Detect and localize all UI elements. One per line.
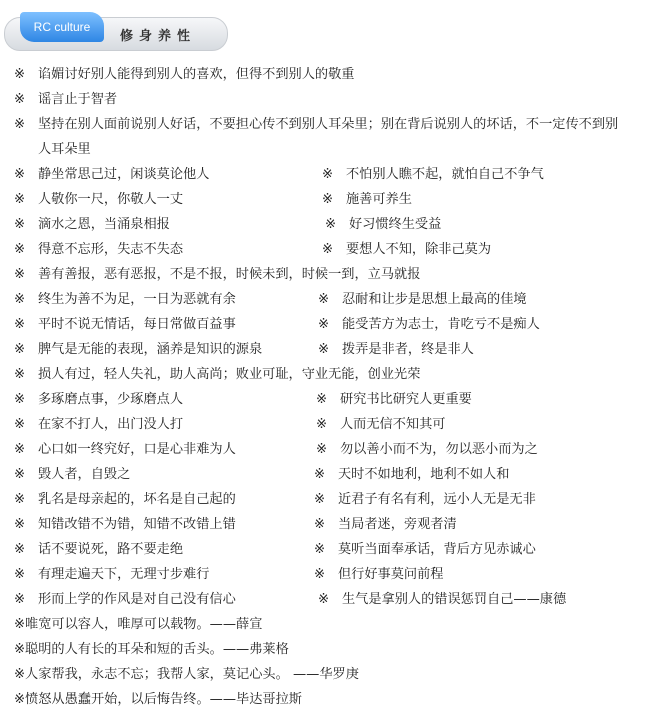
proverb-text-right: 但行好事莫问前程 [338, 567, 444, 582]
reference-mark: ※ [14, 317, 26, 332]
reference-mark: ※ [14, 517, 26, 532]
proverb-text: 损人有过，轻人失礼，助人高尚；败业可耻，守业无能，创业光荣 [38, 367, 421, 382]
proverb-text: 滴水之恩，当涌泉相报 [38, 217, 170, 232]
proverb-text-right: 莫听当面奉承话，背后方见赤诚心 [338, 542, 536, 557]
proverb-text-right: 施善可养生 [346, 192, 412, 207]
quote-text: ※聪明的人有长的耳朵和短的舌头。——弗莱格 [14, 642, 289, 657]
proverb-text-right: 忍耐和让步是思想上最高的佳境 [342, 292, 527, 307]
proverb-row [0, 112, 650, 162]
proverb-row [0, 537, 650, 562]
reference-mark: ※ [14, 292, 26, 307]
proverb-text: 在家不打人，出门没人打 [38, 417, 184, 432]
proverb-text-right: 不怕别人瞧不起，就怕自己不争气 [346, 167, 544, 182]
proverb-row [0, 387, 650, 412]
quote-row [0, 612, 650, 637]
proverb-text-right: 要想人不知，除非己莫为 [346, 242, 492, 257]
quote-row [0, 637, 650, 662]
proverb-text-right: 能受苦方为志士，肯吃亏不是痴人 [342, 317, 540, 332]
proverb-row [0, 87, 650, 112]
reference-mark: ※ [314, 517, 326, 532]
proverb-text-right: 勿以善小而不为，勿以恶小而为之 [340, 442, 538, 457]
reference-mark: ※ [14, 392, 26, 407]
proverb-row [0, 462, 650, 487]
proverb-text-right: 天时不如地利，地利不如人和 [338, 467, 510, 482]
proverb-list [0, 62, 650, 712]
proverb-text-right: 当局者迷，旁观者清 [338, 517, 457, 532]
proverb-text: 谄媚讨好别人能得到别人的喜欢，但得不到别人的敬重 [38, 67, 355, 82]
proverb-text-right: 人而无信不知其可 [340, 417, 446, 432]
reference-mark: ※ [14, 167, 26, 182]
reference-mark: ※ [318, 292, 330, 307]
reference-mark: ※ [14, 542, 26, 557]
proverb-text: 终生为善不为足，一日为恶就有余 [38, 292, 236, 307]
proverb-text: 话不要说死，路不要走绝 [38, 542, 184, 557]
reference-mark: ※ [318, 342, 330, 357]
reference-mark: ※ [14, 367, 26, 382]
reference-mark: ※ [318, 317, 330, 332]
proverb-row [0, 312, 650, 337]
reference-mark: ※ [316, 392, 328, 407]
reference-mark: ※ [325, 217, 337, 232]
proverb-row [0, 62, 650, 87]
reference-mark: ※ [322, 167, 334, 182]
proverb-row [0, 587, 650, 612]
quote-row [0, 687, 650, 712]
proverb-row [0, 162, 650, 187]
proverb-text: 善有善报，恶有恶报，不是不报，时候未到，时候一到，立马就报 [38, 267, 421, 282]
proverb-text: 坚持在别人面前说别人好话，不要担心传不到别人耳朵里；别在背后说别人的坏话，不一定传不到别人耳朵里 [38, 117, 619, 157]
proverb-row [0, 437, 650, 462]
reference-mark: ※ [316, 442, 328, 457]
section-title: 修身养性 [120, 29, 197, 44]
proverb-row [0, 262, 650, 287]
proverb-row [0, 337, 650, 362]
proverb-row [0, 487, 650, 512]
proverb-text: 毁人者，自毁之 [38, 467, 131, 482]
reference-mark: ※ [322, 242, 334, 257]
reference-mark: ※ [14, 442, 26, 457]
proverb-text: 平时不说无情话，每日常做百益事 [38, 317, 236, 332]
proverb-text-right: 生气是拿别人的错误惩罚自己——康德 [342, 592, 567, 607]
proverb-text: 知错改错不为错，知错不改错上错 [38, 517, 236, 532]
reference-mark: ※ [14, 92, 26, 107]
proverb-text: 乳名是母亲起的，坏名是自己起的 [38, 492, 236, 507]
reference-mark: ※ [318, 592, 330, 607]
rc-culture-badge: RC culture [20, 12, 104, 42]
reference-mark: ※ [14, 217, 26, 232]
reference-mark: ※ [14, 417, 26, 432]
proverb-row [0, 187, 650, 212]
reference-mark: ※ [14, 492, 26, 507]
quote-text: ※愤怒从愚蠢开始，以后悔告终。——毕达哥拉斯 [14, 692, 302, 707]
section-header [0, 0, 650, 58]
reference-mark: ※ [14, 592, 26, 607]
reference-mark: ※ [322, 192, 334, 207]
proverb-text-right: 拨弄是非者，终是非人 [342, 342, 474, 357]
reference-mark: ※ [14, 567, 26, 582]
proverb-text: 脾气是无能的表现，涵养是知识的源泉 [38, 342, 263, 357]
proverb-text: 得意不忘形，失志不失态 [38, 242, 184, 257]
proverb-text: 静坐常思己过，闲谈莫论他人 [38, 167, 210, 182]
proverb-text: 形而上学的作风是对自己没有信心 [38, 592, 236, 607]
proverb-row [0, 562, 650, 587]
quote-text: ※唯宽可以容人，唯厚可以载物。——薛宣 [14, 617, 263, 632]
reference-mark: ※ [14, 467, 26, 482]
proverb-text: 人敬你一尺，你敬人一丈 [38, 192, 184, 207]
proverb-text: 心口如一终究好，口是心非难为人 [38, 442, 236, 457]
reference-mark: ※ [314, 467, 326, 482]
proverb-row [0, 287, 650, 312]
proverb-text: 有理走遍天下，无理寸步难行 [38, 567, 210, 582]
proverb-row [0, 237, 650, 262]
proverb-row [0, 362, 650, 387]
quote-text: ※人家帮我，永志不忘；我帮人家，莫记心头。 ——华罗庚 [14, 667, 359, 682]
proverb-row [0, 512, 650, 537]
reference-mark: ※ [314, 567, 326, 582]
reference-mark: ※ [14, 117, 26, 132]
proverb-text-right: 好习惯终生受益 [349, 217, 442, 232]
reference-mark: ※ [14, 267, 26, 282]
proverb-text: 多琢磨点事，少琢磨点人 [38, 392, 184, 407]
proverb-text-right: 近君子有名有利，远小人无是无非 [338, 492, 536, 507]
proverb-row [0, 412, 650, 437]
proverb-text-right: 研究书比研究人更重要 [340, 392, 472, 407]
quote-row [0, 662, 650, 687]
reference-mark: ※ [314, 492, 326, 507]
reference-mark: ※ [14, 342, 26, 357]
reference-mark: ※ [314, 542, 326, 557]
proverb-row [0, 212, 650, 237]
proverb-text: 谣言止于智者 [38, 92, 118, 107]
reference-mark: ※ [14, 242, 26, 257]
reference-mark: ※ [14, 192, 26, 207]
reference-mark: ※ [14, 67, 26, 82]
reference-mark: ※ [316, 417, 328, 432]
